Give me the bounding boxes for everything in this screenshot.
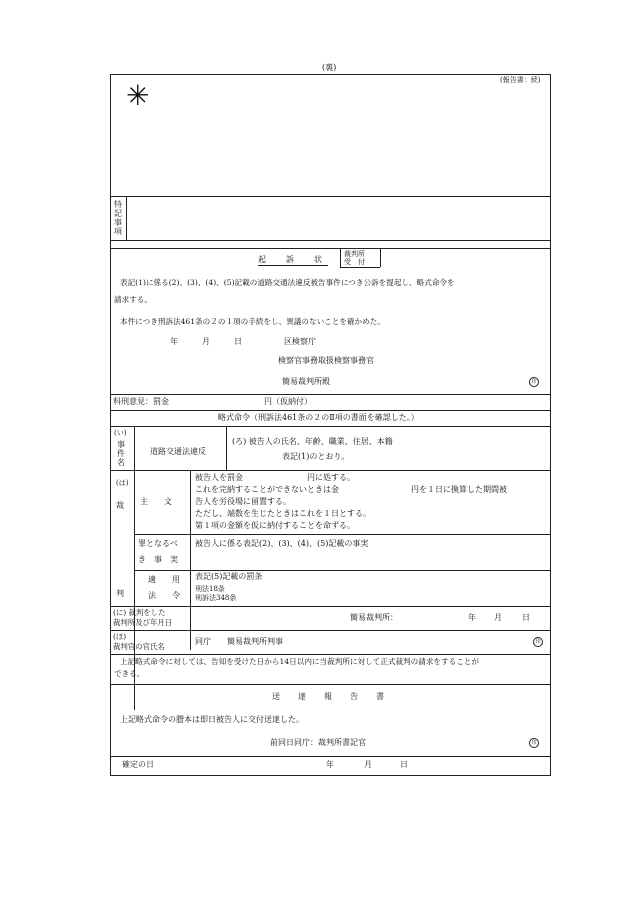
remarks-label: 特記事項 [114, 200, 122, 236]
indictment-body-1b: 請求する。 [114, 295, 152, 304]
ho-text: 同庁 簡易裁判所判事 [195, 637, 283, 646]
ha-sub-1: 裁 [116, 501, 124, 510]
ho-label-1: (ほ) [113, 632, 127, 641]
court-reception-2: 受 付 [344, 258, 365, 266]
indictment-title: 起 訴 状 [258, 255, 328, 264]
delivery-clerk: 前同日同庁：裁判所書記官 [270, 738, 366, 747]
asterisk-mark: ✳ [126, 79, 150, 112]
ha-label: (は) [116, 479, 129, 487]
notice-2: できる。 [114, 669, 145, 678]
finalized-month: 月 [364, 760, 372, 769]
main-line-5: 第１項の金額を仮に納付することを命ずる。 [195, 521, 355, 530]
penalty-label: 科刑意見：罰金 [113, 397, 169, 406]
back-side-label: (裏) [322, 63, 337, 72]
main-label: 主 文 [140, 497, 172, 506]
law-label-2: 法 令 [148, 591, 180, 600]
main-line-3: 告人を労役場に留置する。 [195, 497, 291, 506]
prosecutor-title: 検察官事務取扱検察事務官 [278, 356, 374, 365]
law-line-3: 刑訴法348条 [195, 594, 237, 602]
delivery-title: 送 達 報 告 書 [272, 692, 389, 701]
law-line-1: 表記(5)記載の罰条 [195, 572, 263, 581]
main-line-1: 被告人を罰金 円に処する。 [195, 473, 355, 482]
finalized-year: 年 [326, 760, 334, 769]
ni-day: 日 [522, 613, 530, 622]
ro-text: (ろ) 被告人の氏名、年齢、職業、住居、本籍 [232, 437, 393, 446]
case-name: 道路交通法違反 [150, 447, 206, 456]
report-continued-label: (報告書：続) [500, 76, 541, 84]
facts-label-2: き 事 実 [138, 555, 178, 564]
ho-label-2: 裁判官の官氏名 [113, 642, 165, 651]
facts-text: 被告人に係る表記(2)、(3)、(4)、(5)記載の事実 [195, 539, 369, 548]
ni-label-2: 裁判所及び年月日 [113, 618, 173, 627]
form-frame [110, 74, 551, 776]
seal-icon-2: 印 [533, 637, 543, 647]
i-label: (い) [114, 429, 127, 437]
facts-label-1: 罪となるべ [138, 539, 178, 548]
ni-label-1: (に) 裁判をした [113, 608, 166, 617]
main-line-2: これを完納することができないときは金 円を１日に換算した期間被 [195, 485, 507, 494]
summary-order-title: 略式命令（刑訴法461条の２のⅡ項の書面を確認した。） [218, 413, 419, 422]
addressee: 簡易裁判所殿 [282, 377, 330, 386]
seal-icon-3: 印 [529, 738, 539, 748]
penalty-yen: 円（仮納付） [264, 397, 312, 406]
i-sub-label: 事件名 [117, 440, 125, 467]
finalized-day: 日 [400, 760, 408, 769]
delivery-body: 上記略式命令の謄本は即日被告人に交付送達した。 [120, 715, 304, 724]
seal-icon: 印 [529, 377, 539, 387]
law-line-2: 刑法18条 [195, 585, 225, 593]
ni-month: 月 [494, 613, 502, 622]
court-reception-1: 裁判所 [344, 250, 365, 258]
prosecutor-office: 区検察庁 [284, 337, 316, 346]
finalized-label: 確定の日 [122, 760, 154, 769]
notice-1: 上記略式命令に対しては、告知を受けた日から14日以内に当裁判所に対して正式裁判の請求をすることが [120, 657, 479, 666]
indictment-body-1: 表記(1)に係る(2)、(3)、(4)、(5)記載の道路交通法違反被告事件につき公訴を提起し、略式命令を [120, 278, 455, 287]
main-line-4: ただし、端数を生じたときはこれを１日とする。 [195, 509, 371, 518]
indictment-body-2: 本件につき刑訴法461条の２の１項の手続をし、異議のないことを確かめた。 [120, 317, 385, 326]
law-label-1: 適 用 [148, 575, 180, 584]
date-day: 日 [234, 337, 242, 346]
ha-sub-2: 判 [116, 589, 124, 598]
date-month: 月 [202, 337, 210, 346]
ro-text-2: 表記(1)のとおり。 [282, 452, 350, 461]
date-year: 年 [170, 337, 178, 346]
ni-court: 簡易裁判所： [350, 613, 398, 622]
ni-year: 年 [468, 613, 476, 622]
